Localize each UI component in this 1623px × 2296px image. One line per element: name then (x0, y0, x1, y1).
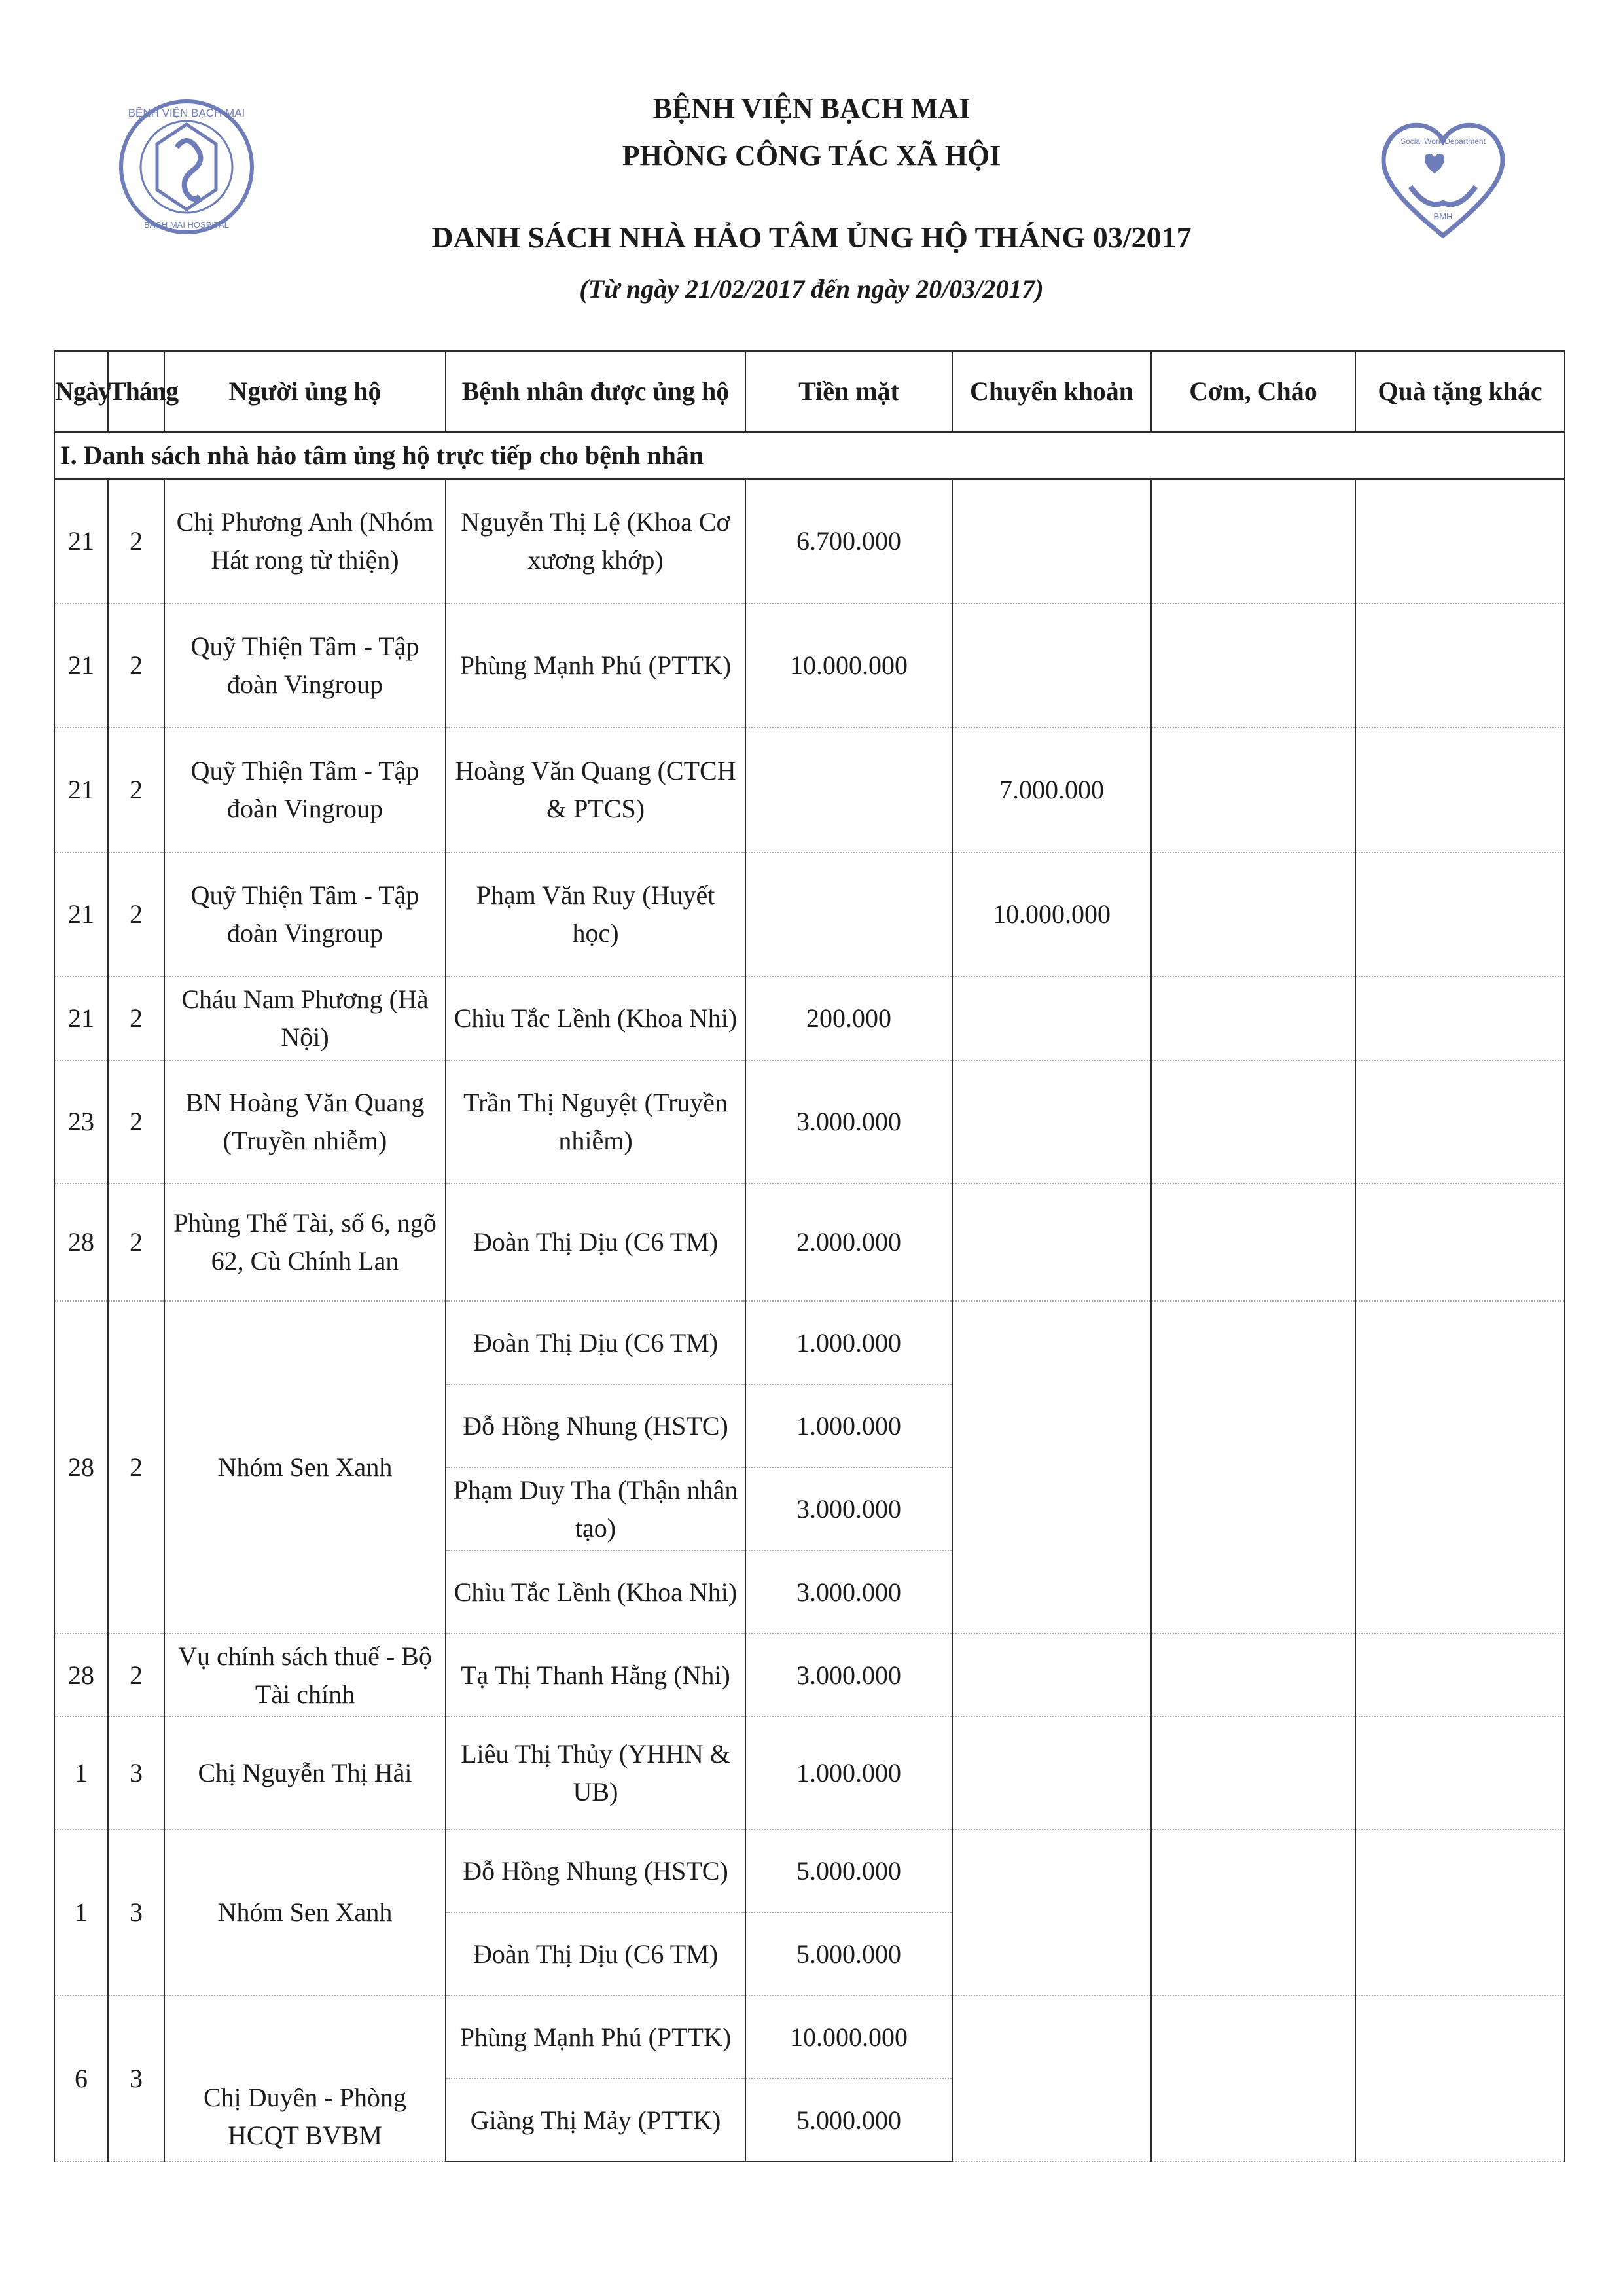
cell-donor: Nhóm Sen Xanh (164, 1301, 446, 1634)
date-range-subtitle: (Từ ngày 21/02/2017 đến ngày 20/03/2017) (579, 274, 1044, 304)
table-row (54, 1060, 1565, 1183)
cell-cash: 1.000.000 (745, 1384, 952, 1467)
cell-gifts (1355, 1183, 1565, 1301)
column-header-donor: Người ủng hộ (164, 351, 446, 432)
logo-left-text-bottom: BACH MAI HOSPITAL (144, 220, 229, 230)
cell-month: 3 (108, 1717, 164, 1829)
column-header-transfer: Chuyển khoản (952, 351, 1151, 432)
cell-patient: Hoàng Văn Quang (CTCH & PTCS) (446, 728, 745, 852)
cell-transfer (952, 1301, 1151, 1634)
cell-day: 21 (54, 479, 108, 603)
cell-day: 28 (54, 1634, 108, 1717)
cell-day: 21 (54, 728, 108, 852)
cell-transfer (952, 1996, 1151, 2162)
cell-month: 2 (108, 1634, 164, 1717)
cell-gifts (1355, 1996, 1565, 2162)
logo-right-abbr: BMH (1433, 211, 1453, 221)
cell-cash: 6.700.000 (745, 479, 952, 603)
cell-patient: Phạm Văn Ruy (Huyết học) (446, 852, 745, 977)
cell-cash: 3.000.000 (745, 1060, 952, 1183)
cell-month: 2 (108, 1301, 164, 1634)
hospital-name: BỆNH VIỆN BẠCH MAI (652, 92, 971, 124)
cell-meals (1151, 1634, 1355, 1717)
cell-transfer (952, 1717, 1151, 1829)
cell-meals (1151, 852, 1355, 977)
cell-meals (1151, 728, 1355, 852)
column-header-month: Tháng (108, 351, 164, 432)
cell-patient: Nguyễn Thị Lệ (Khoa Cơ xương khớp) (446, 479, 745, 603)
cell-transfer (952, 977, 1151, 1060)
column-header-day: Ngày (54, 351, 108, 432)
table-row (54, 479, 1565, 603)
column-header-meals: Cơm, Cháo (1151, 351, 1355, 432)
cell-patient: Đoàn Thị Dịu (C6 TM) (446, 1183, 745, 1301)
cell-transfer: 7.000.000 (952, 728, 1151, 852)
cell-cash: 1.000.000 (745, 1301, 952, 1384)
cell-cash: 5.000.000 (745, 1829, 952, 1912)
cell-month: 2 (108, 977, 164, 1060)
cell-patient: Tạ Thị Thanh Hằng (Nhi) (446, 1634, 745, 1717)
cell-month: 2 (108, 603, 164, 728)
cell-patient: Chìu Tắc Lềnh (Khoa Nhi) (446, 977, 745, 1060)
table-row (54, 603, 1565, 728)
cell-gifts (1355, 603, 1565, 728)
cell-month: 2 (108, 479, 164, 603)
cell-cash: 1.000.000 (745, 1717, 952, 1829)
column-header-gifts: Quà tặng khác (1355, 351, 1565, 432)
cell-gifts (1355, 1060, 1565, 1183)
cell-donor: Quỹ Thiện Tâm - Tập đoàn Vingroup (164, 603, 446, 728)
column-header-patient: Bệnh nhân được ủng hộ (446, 351, 745, 432)
document-title: DANH SÁCH NHÀ HẢO TÂM ỦNG HỘ THÁNG 03/2017 (431, 221, 1192, 254)
cell-cash: 5.000.000 (745, 2079, 952, 2162)
cell-gifts (1355, 728, 1565, 852)
cell-cash: 10.000.000 (745, 603, 952, 728)
cell-donor: Cháu Nam Phương (Hà Nội) (164, 977, 446, 1060)
cell-cash: 3.000.000 (745, 1634, 952, 1717)
table-header-row (54, 351, 1565, 432)
cell-donor: Chị Phương Anh (Nhóm Hát rong từ thiện) (164, 479, 446, 603)
cell-day: 21 (54, 977, 108, 1060)
cell-transfer (952, 1183, 1151, 1301)
cell-donor: Quỹ Thiện Tâm - Tập đoàn Vingroup (164, 728, 446, 852)
cell-transfer: 10.000.000 (952, 852, 1151, 977)
cell-day: 1 (54, 1829, 108, 1996)
cell-patient: Chìu Tắc Lềnh (Khoa Nhi) (446, 1551, 745, 1634)
cell-meals (1151, 977, 1355, 1060)
cell-meals (1151, 1996, 1355, 2162)
cell-gifts (1355, 1634, 1565, 1717)
cell-meals (1151, 1301, 1355, 1634)
cell-donor: Vụ chính sách thuế - Bộ Tài chính (164, 1634, 446, 1717)
cell-meals (1151, 1183, 1355, 1301)
section-title: I. Danh sách nhà hảo tâm ủng hộ trực tiếp cho bệnh nhân (54, 432, 1565, 480)
cell-patient: Liêu Thị Thủy (YHHN & UB) (446, 1717, 745, 1829)
cell-gifts (1355, 977, 1565, 1060)
cell-patient: Đoàn Thị Dịu (C6 TM) (446, 1912, 745, 1996)
cell-transfer (952, 603, 1151, 728)
column-header-cash: Tiền mặt (745, 351, 952, 432)
table-row (54, 1183, 1565, 1301)
cell-donor: Quỹ Thiện Tâm - Tập đoàn Vingroup (164, 852, 446, 977)
cell-cash: 3.000.000 (745, 1551, 952, 1634)
cell-meals (1151, 1060, 1355, 1183)
table-row (54, 977, 1565, 1060)
cell-patient: Đoàn Thị Dịu (C6 TM) (446, 1301, 745, 1384)
table-row (54, 1996, 1565, 2079)
cell-patient: Phạm Duy Tha (Thận nhân tạo) (446, 1467, 745, 1551)
cell-transfer (952, 479, 1151, 603)
cell-day: 28 (54, 1183, 108, 1301)
cell-patient: Trần Thị Nguyệt (Truyền nhiễm) (446, 1060, 745, 1183)
cell-meals (1151, 479, 1355, 603)
cell-donor: Phùng Thế Tài, số 6, ngõ 62, Cù Chính Lan (164, 1183, 446, 1301)
cell-month: 3 (108, 1996, 164, 2162)
table-row (54, 852, 1565, 977)
cell-meals (1151, 1829, 1355, 1996)
cell-meals (1151, 1717, 1355, 1829)
cell-cash: 2.000.000 (745, 1183, 952, 1301)
cell-gifts (1355, 1829, 1565, 1996)
cell-patient: Phùng Mạnh Phú (PTTK) (446, 603, 745, 728)
cell-cash: 200.000 (745, 977, 952, 1060)
cell-cash: 10.000.000 (745, 1996, 952, 2079)
cell-month: 2 (108, 1183, 164, 1301)
table-row (54, 1634, 1565, 1717)
table-row (54, 1717, 1565, 1829)
cell-day: 23 (54, 1060, 108, 1183)
cell-day: 21 (54, 603, 108, 728)
cell-donor: BN Hoàng Văn Quang (Truyền nhiễm) (164, 1060, 446, 1183)
table-row (54, 1829, 1565, 1912)
cell-cash (745, 852, 952, 977)
cell-gifts (1355, 479, 1565, 603)
cell-transfer (952, 1634, 1151, 1717)
cell-meals (1151, 603, 1355, 728)
cell-month: 3 (108, 1829, 164, 1996)
cell-month: 2 (108, 852, 164, 977)
cell-month: 2 (108, 728, 164, 852)
table-row (54, 728, 1565, 852)
cell-transfer (952, 1060, 1151, 1183)
cell-day: 6 (54, 1996, 108, 2162)
cell-patient: Đỗ Hồng Nhung (HSTC) (446, 1384, 745, 1467)
cell-day: 1 (54, 1717, 108, 1829)
cell-cash (745, 728, 952, 852)
cell-donor: Chị Duyên - Phòng HCQT BVBM (164, 1996, 446, 2162)
logo-right-text: Social Work Department (1400, 137, 1486, 146)
logo-left-text-top: BỆNH VIỆN BẠCH MAI (128, 107, 245, 119)
cell-cash: 3.000.000 (745, 1467, 952, 1551)
section-row (54, 432, 1565, 480)
cell-cash: 5.000.000 (745, 1912, 952, 1996)
cell-donor: Chị Nguyễn Thị Hải (164, 1717, 446, 1829)
cell-day: 28 (54, 1301, 108, 1634)
cell-transfer (952, 1829, 1151, 1996)
cell-gifts (1355, 1301, 1565, 1634)
cell-gifts (1355, 852, 1565, 977)
cell-patient: Phùng Mạnh Phú (PTTK) (446, 1996, 745, 2079)
cell-patient: Đỗ Hồng Nhung (HSTC) (446, 1829, 745, 1912)
table-row (54, 1301, 1565, 1384)
donor-table (54, 350, 1565, 2162)
cell-gifts (1355, 1717, 1565, 1829)
cell-donor: Nhóm Sen Xanh (164, 1829, 446, 1996)
department-name: PHÒNG CÔNG TÁC XÃ HỘI (622, 139, 1001, 171)
cell-day: 21 (54, 852, 108, 977)
cell-patient: Giàng Thị Mảy (PTTK) (446, 2079, 745, 2162)
cell-month: 2 (108, 1060, 164, 1183)
